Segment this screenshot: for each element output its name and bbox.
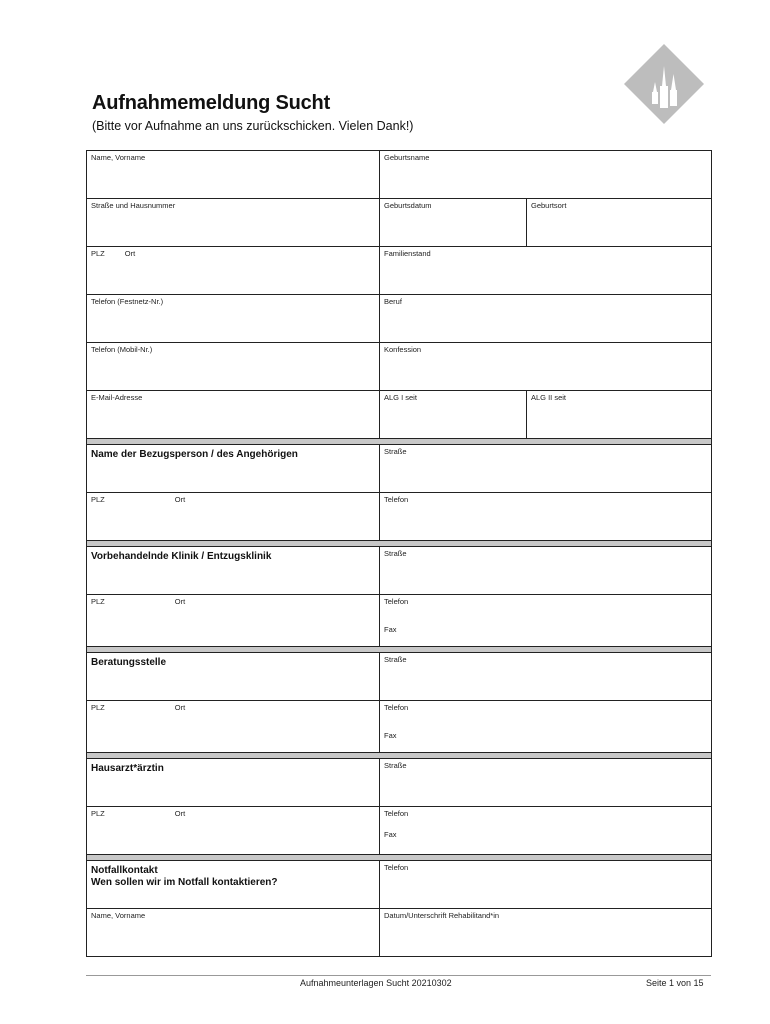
field-label: Telefon	[384, 809, 409, 818]
strasse-hausnummer-field[interactable]	[87, 199, 380, 247]
klinik-telefon-fax-field[interactable]	[380, 595, 712, 647]
field-label: Datum/Unterschrift Rehabilitand*in	[384, 911, 500, 920]
form-row	[87, 759, 712, 807]
geburtsort-field[interactable]	[527, 199, 712, 247]
field-label: Telefon (Mobil-Nr.)	[91, 345, 153, 354]
field-label: Ort	[174, 597, 186, 606]
telefon-festnetz-field[interactable]	[87, 295, 380, 343]
field-label: Telefon	[384, 597, 409, 606]
form-row	[87, 199, 712, 247]
field-label: Konfession	[384, 345, 422, 354]
field-label: Ort	[174, 495, 186, 504]
form-row	[87, 445, 712, 493]
field-label: PLZ	[91, 597, 105, 606]
field-label: E-Mail-Adresse	[91, 393, 143, 402]
field-label: Ort	[174, 809, 186, 818]
email-field[interactable]	[87, 391, 380, 439]
beratung-plz-ort-field[interactable]	[87, 701, 380, 753]
form-row	[87, 343, 712, 391]
field-label: Telefon	[384, 863, 409, 872]
field-label: Fax	[384, 830, 397, 839]
admission-form-table	[86, 150, 712, 957]
field-label: Straße	[384, 761, 407, 770]
form-row	[87, 547, 712, 595]
field-label: Ort	[174, 703, 186, 712]
beratung-name-field[interactable]	[87, 653, 380, 701]
form-row	[87, 807, 712, 855]
alg1-field[interactable]	[380, 391, 527, 439]
klinik-name-field[interactable]	[87, 547, 380, 595]
page-title: Aufnahmemeldung Sucht	[92, 92, 331, 114]
section-subheading: Wen sollen wir im Notfall kontaktieren?	[91, 877, 278, 888]
field-label: Straße	[384, 655, 407, 664]
field-label: Straße und Hausnummer	[91, 201, 176, 210]
form-row	[87, 595, 712, 647]
section-heading: Hausarzt*ärztin	[91, 763, 164, 774]
field-label: Ort	[124, 249, 136, 258]
field-label: PLZ	[91, 249, 105, 258]
footer-doc-ref: Aufnahmeunterlagen Sucht 20210302	[300, 978, 452, 988]
field-label: Telefon (Festnetz-Nr.)	[91, 297, 164, 306]
beratung-telefon-fax-field[interactable]	[380, 701, 712, 753]
form-row	[87, 701, 712, 753]
footer-page-number: Seite 1 von 15	[646, 978, 704, 988]
bezugsperson-strasse-field[interactable]	[380, 445, 712, 493]
field-label: Fax	[384, 625, 397, 634]
field-label: Familienstand	[384, 249, 431, 258]
field-label: Telefon	[384, 495, 409, 504]
field-label: PLZ	[91, 809, 105, 818]
field-label: PLZ	[91, 495, 105, 504]
telefon-mobil-field[interactable]	[87, 343, 380, 391]
beruf-field[interactable]	[380, 295, 712, 343]
hausarzt-plz-ort-field[interactable]	[87, 807, 380, 855]
form-row	[87, 247, 712, 295]
geburtsname-field[interactable]	[380, 151, 712, 199]
section-heading: Name der Bezugsperson / des Angehörigen	[91, 449, 298, 460]
familienstand-field[interactable]	[380, 247, 712, 295]
field-label: Geburtsdatum	[384, 201, 432, 210]
field-label: PLZ	[91, 703, 105, 712]
field-label: Telefon	[384, 703, 409, 712]
field-label: Fax	[384, 731, 397, 740]
page-subtitle: (Bitte vor Aufnahme an uns zurückschicken. Vielen Dank!)	[92, 119, 414, 133]
alg2-field[interactable]	[527, 391, 712, 439]
footer-divider	[86, 975, 711, 976]
name-vorname-field[interactable]	[87, 151, 380, 199]
field-label: Straße	[384, 549, 407, 558]
bezugsperson-telefon-field[interactable]	[380, 493, 712, 541]
field-label: Geburtsort	[531, 201, 567, 210]
form-row	[87, 295, 712, 343]
bezugsperson-plz-ort-field[interactable]	[87, 493, 380, 541]
notfall-telefon-field[interactable]	[380, 861, 712, 909]
cathedral-diamond-logo-icon	[624, 44, 704, 124]
signature-field[interactable]	[380, 909, 712, 957]
field-label: Name, Vorname	[91, 911, 146, 920]
section-heading: Vorbehandelnde Klinik / Entzugsklinik	[91, 551, 272, 562]
field-label: Straße	[384, 447, 407, 456]
form-row	[87, 909, 712, 957]
field-label: ALG II seit	[531, 393, 567, 402]
bezugsperson-name-field[interactable]	[87, 445, 380, 493]
geburtsdatum-field[interactable]	[380, 199, 527, 247]
plz-ort-field[interactable]	[87, 247, 380, 295]
hausarzt-name-field[interactable]	[87, 759, 380, 807]
beratung-strasse-field[interactable]	[380, 653, 712, 701]
field-label: Geburtsname	[384, 153, 430, 162]
klinik-strasse-field[interactable]	[380, 547, 712, 595]
section-heading: Notfallkontakt	[91, 865, 158, 876]
form-row	[87, 151, 712, 199]
form-row	[87, 391, 712, 439]
konfession-field[interactable]	[380, 343, 712, 391]
form-row	[87, 493, 712, 541]
field-label: Name, Vorname	[91, 153, 146, 162]
hausarzt-strasse-field[interactable]	[380, 759, 712, 807]
form-row	[87, 861, 712, 909]
notfall-name-vorname-field[interactable]	[87, 909, 380, 957]
section-heading: Beratungsstelle	[91, 657, 167, 668]
field-label: Beruf	[384, 297, 402, 306]
form-row	[87, 653, 712, 701]
notfall-heading-field[interactable]	[87, 861, 380, 909]
klinik-plz-ort-field[interactable]	[87, 595, 380, 647]
hausarzt-telefon-fax-field[interactable]	[380, 807, 712, 855]
field-label: ALG I seit	[384, 393, 417, 402]
